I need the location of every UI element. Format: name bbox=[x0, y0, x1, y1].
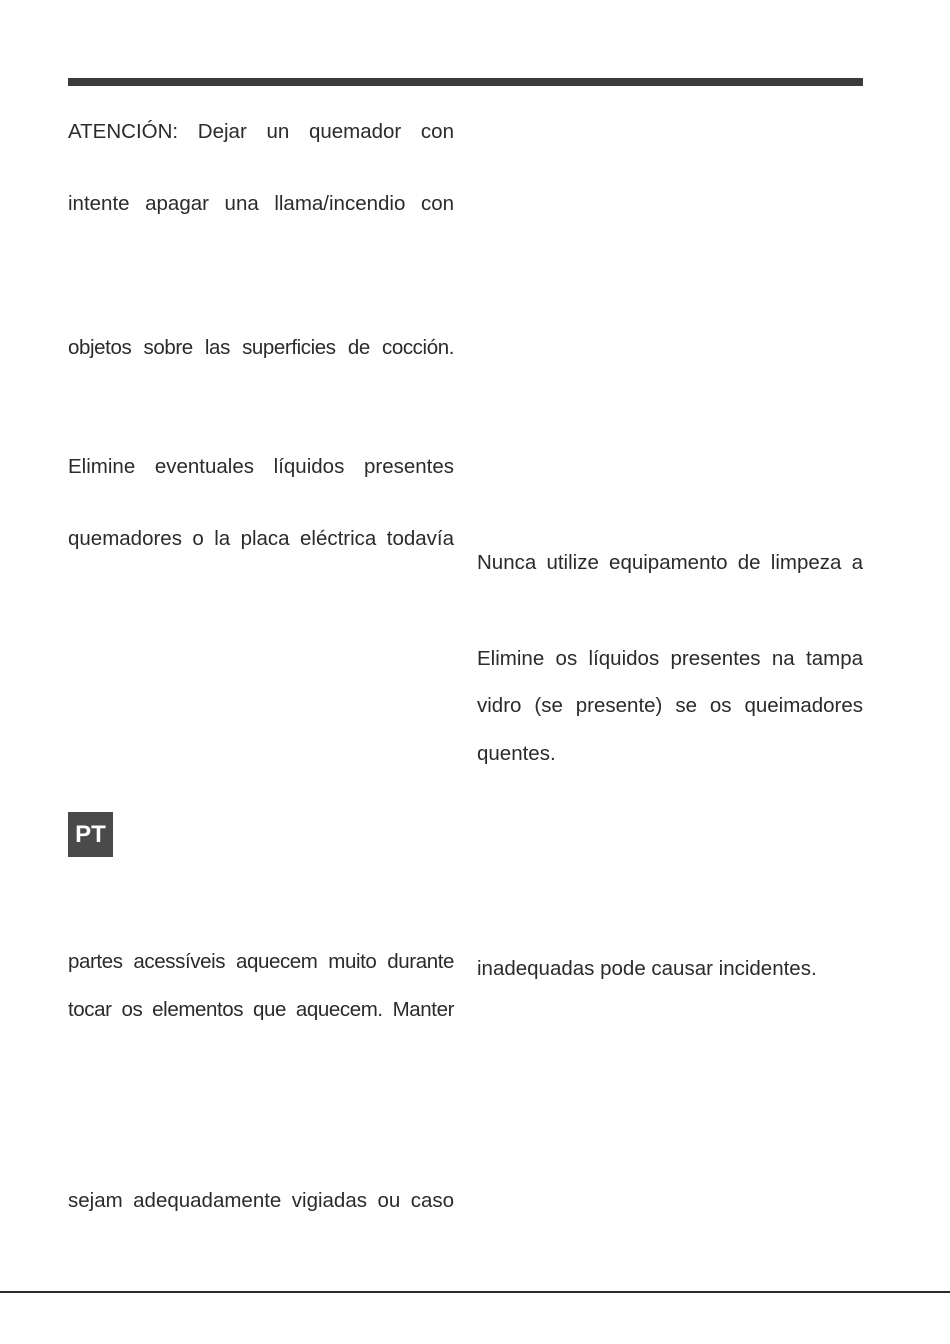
text-line: sejam adequadamente vigiadas ou caso bbox=[68, 1189, 454, 1212]
bottom-rule bbox=[0, 1291, 950, 1293]
text-line: partes acessíveis aquecem muito durante bbox=[68, 950, 454, 973]
text-line: tocar os elementos que aquecem. Manter bbox=[68, 998, 454, 1021]
top-rule bbox=[68, 78, 863, 86]
text-line: Elimine eventuales líquidos presentes bbox=[68, 455, 454, 478]
text-line: Elimine os líquidos presentes na tampa bbox=[477, 647, 863, 670]
text-line: quemadores o la placa eléctrica todavía bbox=[68, 527, 454, 550]
text-line: Nunca utilize equipamento de limpeza a bbox=[477, 551, 863, 574]
text-line: quentes. bbox=[477, 742, 556, 765]
text-line: inadequadas pode causar incidentes. bbox=[477, 957, 817, 980]
language-badge: PT bbox=[68, 812, 113, 857]
text-line: intente apagar una llama/incendio con bbox=[68, 192, 454, 215]
text-line: vidro (se presente) se os queimadores bbox=[477, 694, 863, 717]
text-line: objetos sobre las superficies de cocción. bbox=[68, 336, 454, 359]
text-line: ATENCIÓN: Dejar un quemador con bbox=[68, 120, 454, 143]
